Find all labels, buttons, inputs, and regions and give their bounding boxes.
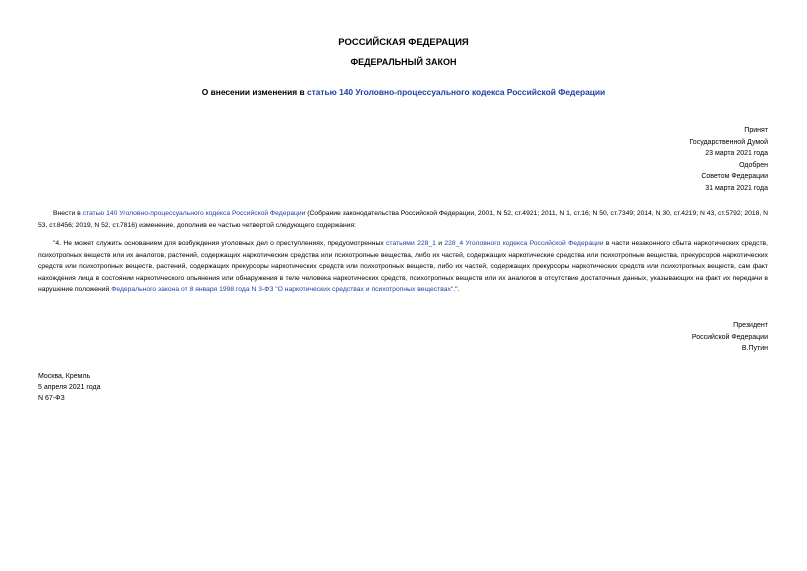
p1-text-2: (Собрание законодательства Российской Федерации, 2001, N 52, ст.4921; 2011, N 1, ст.16; N 50, ст.7349; 2014, N 30, ст.4219; N 43, ст.5792; 2018, N 53, ст.8456; 2019, N 52, ст.7816) изменение, дополнив ее частью четвертой следующего содержания: xyxy=(38,210,769,229)
approved-label: Одобрен xyxy=(739,161,768,169)
p2-article-228-4-link[interactable]: 228_4 Уголовного кодекса Российской Федерации xyxy=(444,240,604,247)
footer-block xyxy=(38,371,101,404)
p1-text-1: Внести в xyxy=(53,210,83,217)
paragraph-part-four xyxy=(38,238,768,296)
signer-country: Российской Федерации xyxy=(691,333,768,341)
country-heading: РОССИЙСКАЯ ФЕДЕРАЦИЯ xyxy=(338,37,469,48)
law-number: N 67-ФЗ xyxy=(38,395,65,402)
title-article-link[interactable]: статью 140 Уголовно-процессуального кодекса Российской Федерации xyxy=(306,87,606,97)
signing-place: Москва, Кремль xyxy=(38,373,91,380)
p1-article-link[interactable]: статью 140 Уголовно-процессуального кодекса Российской Федерации xyxy=(82,210,306,217)
adopted-by: Государственной Думой xyxy=(689,138,768,146)
p2-federal-law-link[interactable]: Федерального закона от 8 января 1998 года N 3-ФЗ "О наркотических средствах и психотропных веществах" xyxy=(111,286,454,293)
document-type-heading: ФЕДЕРАЛЬНЫЙ ЗАКОН xyxy=(350,57,457,67)
p2-text-2: и xyxy=(435,240,445,247)
title-prefix: О внесении изменения в xyxy=(201,87,307,97)
adopted-label: Принят xyxy=(744,127,768,134)
paragraph-amendment xyxy=(38,208,768,231)
approved-by: Советом Федерации xyxy=(701,173,768,180)
signer-name: В.Путин xyxy=(741,345,768,352)
p2-article-228-1-link[interactable]: статьями 228_1 xyxy=(386,240,436,247)
document-title xyxy=(0,87,807,97)
signer-title: Президент xyxy=(733,322,768,329)
p2-text-1: "4. Не может служить основанием для возбуждения уголовных дел о преступлениях, предусмотренных xyxy=(53,240,387,247)
approved-date: 31 марта 2021 года xyxy=(705,184,768,192)
p2-text-3: в части незаконного сбыта наркотических средств, психотропных веществ или их аналогов, растений, содержащих наркотические средства или психотропные вещества, либо их частей, содержащих наркотические средства или психотропные вещества, прекурсоров наркотических средств или психотропных веществ, растений, содержащих прекурсоры наркотических средств или психотропных веществ, либо их частей, содержащих прекурсоры наркотических средств или психотропных веществ, сам факт нахождения лица в состоянии наркотического опьянения или обнаружения в теле человека наркотических средств, психотропных веществ или их аналогов в отсутствие достаточных данных, указывающих на факт их передачи в нарушение положений xyxy=(38,240,769,293)
adopted-date: 23 марта 2021 года xyxy=(705,150,768,157)
p2-text-4: .". xyxy=(453,286,460,293)
adoption-block xyxy=(689,125,768,194)
signing-date: 5 апреля 2021 года xyxy=(38,384,101,391)
signature-block xyxy=(692,320,768,355)
